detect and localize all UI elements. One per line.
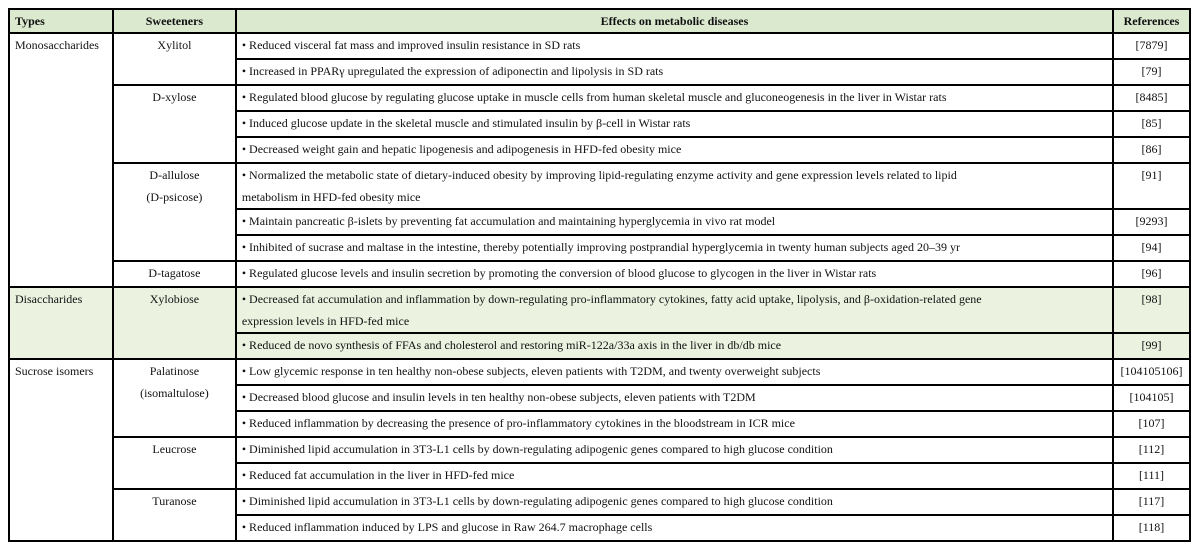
header-types: Types (9, 9, 113, 33)
table-row (9, 489, 1190, 515)
line: Turanose (152, 494, 197, 508)
effect-cell (236, 111, 1113, 137)
sweeteners-table (8, 8, 1191, 542)
line: • Inhibited of sucrase and maltase in the intestine, thereby potentially improving postprandial hyperglycemia in twenty human subjects aged 20–39 yr (241, 240, 960, 254)
reference-cell: [107] (1113, 411, 1190, 437)
sweetener-cell (113, 359, 236, 437)
effect-cell (236, 261, 1113, 287)
line: Xylitol (157, 38, 192, 52)
line: metabolism in HFD-fed obesity mice (241, 190, 421, 204)
reference-cell: [112] (1113, 437, 1190, 463)
effect-cell (236, 437, 1113, 463)
line: • Normalized the metabolic state of dietary-induced obesity by improving lipid-regulating enzyme activity and gene expression levels related to lipid (241, 168, 957, 182)
reference-cell: [8485] (1113, 85, 1190, 111)
effect-cell (236, 385, 1113, 411)
line: expression levels in HFD-fed mice (241, 314, 410, 328)
effect-cell (236, 137, 1113, 163)
sweetener-cell (113, 85, 236, 163)
line: • Induced glucose update in the skeletal muscle and stimulated insulin by β-cell in Wistar rats (241, 116, 691, 130)
reference-cell: [9293] (1113, 209, 1190, 235)
sweetener-cell (113, 287, 236, 359)
line: • Reduced visceral fat mass and improved insulin resistance in SD rats (241, 38, 581, 52)
line: D-xylose (152, 90, 197, 104)
reference-cell: [104105106] (1113, 359, 1190, 385)
line: • Maintain pancreatic β-islets by preventing fat accumulation and maintaining hyperglycemia in vivo rat model (241, 214, 776, 228)
reference-cell: [96] (1113, 261, 1190, 287)
line: • Reduced inflammation induced by LPS and glucose in Raw 264.7 macrophage cells (241, 520, 653, 534)
reference-cell: [85] (1113, 111, 1190, 137)
line: • Reduced de novo synthesis of FFAs and cholesterol and restoring miR-122a/33a axis in the liver in db/db mice (241, 338, 782, 352)
type-cell: Monosaccharides (9, 33, 113, 287)
line: Palatinose (149, 364, 200, 378)
sweetener-cell (113, 163, 236, 261)
header-references: References (1113, 9, 1190, 33)
table-row (9, 33, 1190, 59)
sweetener-cell (113, 489, 236, 541)
table-row (9, 261, 1190, 287)
sweetener-cell (113, 33, 236, 85)
reference-cell: [117] (1113, 489, 1190, 515)
line: • Reduced inflammation by decreasing the presence of pro-inflammatory cytokines in the bloodstream in ICR mice (241, 416, 795, 430)
effect-cell (236, 235, 1113, 261)
effect-cell (236, 59, 1113, 85)
line: • Diminished lipid accumulation in 3T3-L1 cells by down-regulating adipogenic genes compared to high glucose condition (241, 442, 833, 456)
table-row (9, 359, 1190, 385)
effect-cell (236, 359, 1113, 385)
line: • Decreased blood glucose and insulin levels in ten healthy non-obese subjects, eleven patients with T2DM (241, 390, 756, 404)
reference-cell: [118] (1113, 515, 1190, 541)
effect-cell (236, 411, 1113, 437)
line: • Diminished lipid accumulation in 3T3-L1 cells by down-regulating adipogenic genes compared to high glucose condition (241, 494, 833, 508)
sweetener-cell (113, 437, 236, 489)
table-row (9, 163, 1190, 209)
line: Leucrose (152, 442, 197, 456)
line: (isomaltulose) (140, 386, 209, 400)
line: • Decreased fat accumulation and inflammation by down-regulating pro-inflammatory cytokines, fatty acid uptake, lipolysis, and β-oxidation-related gene (241, 292, 982, 306)
reference-cell: [99] (1113, 333, 1190, 359)
reference-cell: [111] (1113, 463, 1190, 489)
line: • Increased in PPARγ upregulated the expression of adiponectin and lipolysis in SD rats (241, 64, 664, 78)
reference-cell: [104105] (1113, 385, 1190, 411)
type-cell: Disaccharides (9, 287, 113, 359)
reference-cell: [7879] (1113, 33, 1190, 59)
reference-cell: [91] (1113, 163, 1190, 209)
table-row (9, 437, 1190, 463)
line: D-allulose (149, 168, 200, 182)
line: D-tagatose (148, 266, 201, 280)
effect-cell (236, 489, 1113, 515)
header-row (9, 9, 1190, 33)
effect-cell (236, 463, 1113, 489)
effect-cell (236, 333, 1113, 359)
table-row (9, 85, 1190, 111)
effect-cell (236, 515, 1113, 541)
reference-cell: [98] (1113, 287, 1190, 333)
sweetener-cell (113, 261, 236, 287)
line: • Reduced fat accumulation in the liver in HFD-fed mice (241, 468, 515, 482)
effect-cell (236, 287, 1113, 333)
header-effects: Effects on metabolic diseases (236, 9, 1113, 33)
line: Xylobiose (149, 292, 200, 306)
line: (D-psicose) (146, 190, 203, 204)
effect-cell (236, 33, 1113, 59)
line: • Low glycemic response in ten healthy non-obese subjects, eleven patients with T2DM, and twenty overweight subjects (241, 364, 821, 378)
table-row (9, 287, 1190, 333)
type-cell: Sucrose isomers (9, 359, 113, 541)
reference-cell: [86] (1113, 137, 1190, 163)
line: • Regulated glucose levels and insulin secretion by promoting the conversion of blood glucose to glycogen in the liver in Wistar rats (241, 266, 877, 280)
line: • Regulated blood glucose by regulating glucose uptake in muscle cells from human skeletal muscle and gluconeogenesis in the liver in Wistar rats (241, 90, 947, 104)
reference-cell: [94] (1113, 235, 1190, 261)
line: • Decreased weight gain and hepatic lipogenesis and adipogenesis in HFD-fed obesity mice (241, 142, 682, 156)
header-sweeteners: Sweeteners (113, 9, 236, 33)
reference-cell: [79] (1113, 59, 1190, 85)
effect-cell (236, 163, 1113, 209)
effect-cell (236, 209, 1113, 235)
effect-cell (236, 85, 1113, 111)
